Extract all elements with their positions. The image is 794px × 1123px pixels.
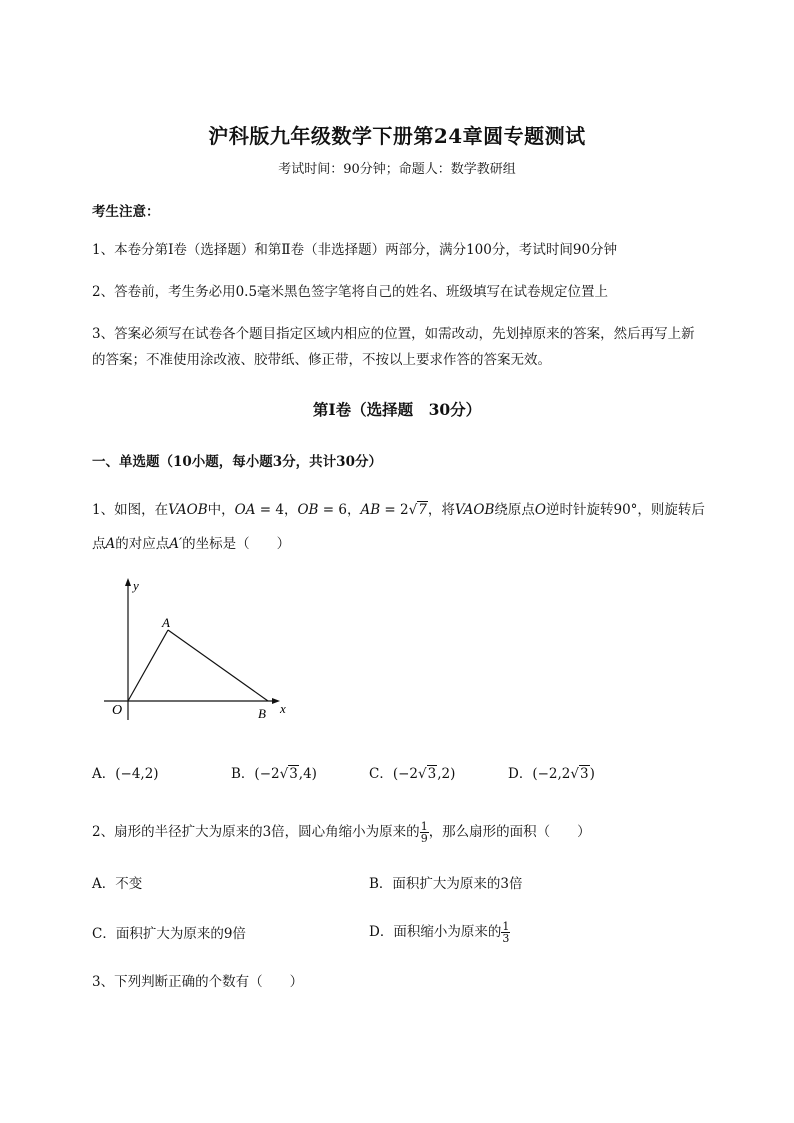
- segment-oa: [128, 630, 168, 701]
- q1-ob: OB: [297, 502, 319, 518]
- q2-d-fraction: [501, 921, 510, 944]
- q1-sqrt: 7: [418, 502, 427, 518]
- option-label: A．: [92, 766, 116, 782]
- q1-text: 绕原点: [494, 502, 535, 518]
- q2-text: 2、扇形的半径扩大为原来的3倍，圆心角缩小为原来的: [92, 824, 420, 840]
- a-label: A: [162, 615, 170, 630]
- option-label: C．: [369, 766, 393, 782]
- q1-figure: [100, 570, 300, 730]
- q2-fraction: [420, 821, 429, 844]
- option-value: (−2: [392, 766, 419, 782]
- option-value: (−2,2: [532, 766, 571, 782]
- part-heading: 一、单选题（10小题，每小题3分，共计30分）: [92, 454, 382, 470]
- q3-stem: 3、下列判断正确的个数有（ ）: [92, 974, 304, 990]
- q1-text: 1、如图，在: [92, 502, 169, 518]
- q1-point-a-prime: A′: [169, 536, 183, 552]
- q1-line2: [92, 530, 290, 558]
- q1-option-d[interactable]: D．(−2,2√3): [508, 766, 595, 782]
- fraction-denominator: 3: [502, 932, 510, 945]
- q1-text: 中，: [207, 502, 235, 518]
- o-label: O: [112, 703, 123, 718]
- notice-item-3: 3、答案必须写在试卷各个题目指定区域内相应的位置，如需改动，先划掉原来的答案，然后再写上新: [92, 326, 695, 342]
- notice-item-3-cont: 的答案；不准使用涂改液、胶带纸、修正带，不按以上要求作答的答案无效。: [92, 352, 551, 368]
- q1-text: ，将: [427, 502, 455, 518]
- q2-option-b[interactable]: B．面积扩大为原来的3倍: [369, 876, 523, 892]
- q1-option-b[interactable]: B．(−2√3,4): [231, 766, 317, 782]
- y-label: y: [133, 578, 139, 593]
- q2-option-a[interactable]: A．不变: [92, 876, 143, 892]
- q2-option-d[interactable]: [369, 918, 510, 946]
- q1-origin: O: [534, 502, 546, 518]
- q1-option-c[interactable]: C．(−2√3,2): [369, 766, 456, 782]
- option-sqrt: 3: [580, 766, 589, 782]
- q1-oa-value: = 4: [255, 502, 284, 518]
- q1-option-a[interactable]: [92, 760, 159, 788]
- option-sqrt: 3: [427, 766, 437, 782]
- q1-point-a: A: [105, 536, 116, 552]
- option-value: ,2): [437, 766, 456, 782]
- option-value: (−4,2): [115, 766, 159, 782]
- q2-stem: [92, 818, 591, 846]
- notice-heading: 考生注意：: [92, 204, 160, 220]
- exam-info: 考试时间：90分钟；命题人：数学教研组: [278, 162, 516, 177]
- q1-ob-value: = 6: [318, 502, 347, 518]
- q1-ab: AB: [360, 502, 381, 518]
- q1-triangle: VAOB: [168, 502, 208, 518]
- section-title: 第I卷（选择题 30分）: [312, 400, 482, 419]
- q1-text: 点: [92, 536, 106, 552]
- fraction-numerator: 1: [502, 920, 510, 933]
- q2-text: ，那么扇形的面积（ ）: [428, 824, 591, 840]
- q1-ab-value: = 2: [380, 502, 409, 518]
- q1-text: 逆时针旋转90°，则旋转后: [545, 502, 705, 518]
- q1-text: 的坐标是（ ）: [182, 536, 291, 552]
- fraction-denominator: 9: [420, 832, 428, 845]
- q1-triangle: VAOB: [454, 502, 495, 518]
- option-text: D．面积缩小为原来的: [369, 924, 502, 940]
- b-label: B: [258, 706, 266, 721]
- fraction-numerator: 1: [420, 820, 428, 833]
- notice-item-1: 1、本卷分第I卷（选择题）和第Ⅱ卷（非选择题）两部分，满分100分，考试时间90分钟: [92, 242, 618, 258]
- x-label: x: [280, 701, 286, 716]
- option-value: (−2: [254, 766, 280, 782]
- q1-text: ，: [346, 502, 361, 518]
- q1-line1: 1、如图，在VAOB中，OA = 4，OB = 6，AB = 2√7，将VAOB绕原点O逆时针旋转90°，则旋转后: [92, 502, 705, 518]
- x-axis-arrow: [272, 698, 280, 704]
- option-sqrt: 3: [289, 766, 298, 782]
- option-label: B．: [231, 766, 255, 782]
- q1-text: ，: [283, 502, 298, 518]
- option-value: ): [589, 766, 595, 782]
- q1-text: 的对应点: [115, 536, 170, 552]
- notice-item-2: 2、答卷前，考生务必用0.5毫米黑色签字笔将自己的姓名、班级填写在试卷规定位置上: [92, 284, 609, 300]
- segment-ab: [168, 630, 268, 701]
- option-label: D．: [508, 766, 533, 782]
- q1-oa: OA: [234, 502, 256, 518]
- q2-option-c[interactable]: C．面积扩大为原来的9倍: [92, 926, 246, 942]
- option-value: ,4): [298, 766, 317, 782]
- y-axis-arrow: [125, 578, 131, 586]
- page-title: 沪科版九年级数学下册第24章圆专题测试: [208, 124, 586, 148]
